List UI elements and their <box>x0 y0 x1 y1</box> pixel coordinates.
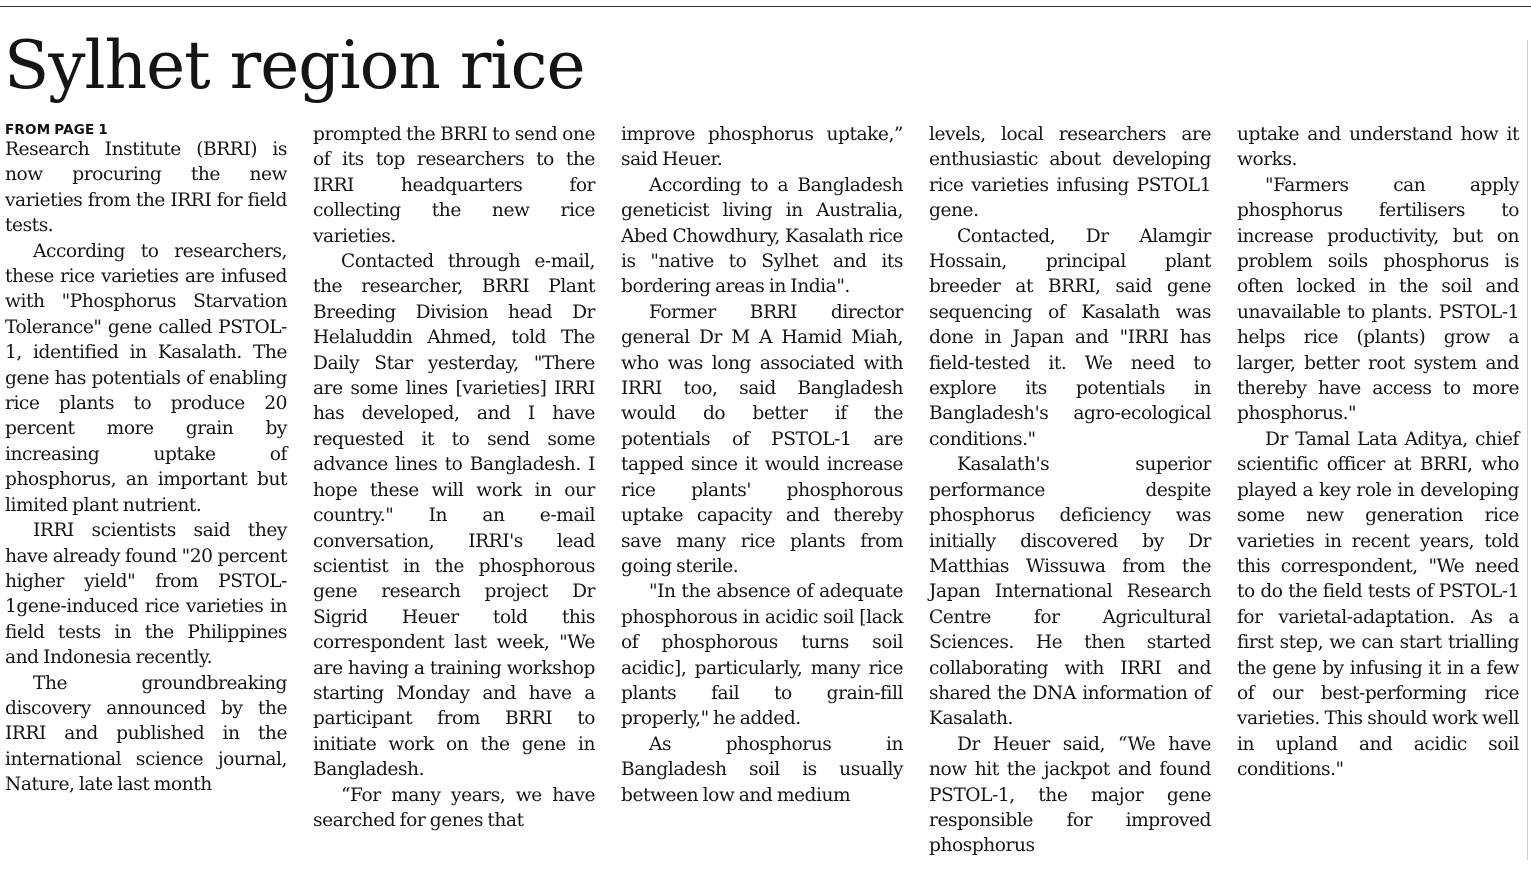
paragraph: Contacted through e-mail, the researcher, BRRI Plant Breeding Division head Dr Helaluddin Ahmed, told The Daily Star yesterday, "There are some lines [varieties] IRRI has developed, and I have requested it to send some advance lines to Bangladesh. I hope these will work in our country." In an e-mail conversation, IRRI's lead scientist in the phosphorous gene research project Dr Sigrid Heuer told this correspondent last week, "We are having a training workshop starting Monday and have a participant from BRRI to initiate work on the gene in Bangladesh. <box>313 251 595 781</box>
paragraph: "In the absence of adequate phosphorous in acidic soil [lack of phosphorous turns soil acidic], particularly, many rice plants fail to grain-fill properly," he added. <box>621 581 903 730</box>
continuation-kicker: FROM PAGE 1 <box>5 122 108 138</box>
article-body <box>5 122 1521 862</box>
paragraph: According to researchers, these rice varieties are infused with "Phosphorus Starvation Tolerance" gene called PSTOL-1, identified in Kasalath. The gene has potentials of enabling rice plants to produce 20 percent more grain by increasing uptake of phosphorus, an important but limited plant nutrient. <box>5 240 287 516</box>
top-rule <box>0 6 1531 7</box>
paragraph: Former BRRI director general Dr M A Hamid Miah, who was long associated with IRRI too, said Bangladesh would do better if the potentials of PSTOL-1 are tapped since it would increase rice plants' phosphorous uptake capacity and thereby save many rice plants from going sterile. <box>621 301 903 577</box>
paragraph: “For many years, we have searched for genes that <box>313 784 595 831</box>
paragraph: Kasalath's superior performance despite phosphorus deficiency was initially discovered by Dr Matthias Wissuwa from the Japan International Research Centre for Agricultural Sciences. He then started collaborating with IRRI and shared the DNA information of Kasalath. <box>929 454 1211 730</box>
paragraph: Research Institute (BRRI) is now procuring the new varieties from the IRRI for field tests. <box>5 139 287 237</box>
paragraph: improve phosphorus uptake,” said Heuer. <box>621 124 903 171</box>
paragraph: As phosphorus in Bangladesh soil is usually between low and medium <box>621 733 903 806</box>
article-column-5 <box>1237 122 1519 783</box>
paragraph: Dr Heuer said, “We have now hit the jackpot and found PSTOL-1, the major gene responsible for improved phosphorus <box>929 733 1211 857</box>
article-column-1 <box>5 122 287 798</box>
column-edge-rule <box>1527 40 1528 860</box>
paragraph: "Farmers can apply phosphorus fertilisers to increase productivity, but on problem soils phosphorus is often locked in the soil and unavailable to plants. PSTOL-1 helps rice (plants) grow a larger, better root system and thereby have access to more phosphorus." <box>1237 174 1519 425</box>
paragraph: Contacted, Dr Alamgir Hossain, principal plant breeder at BRRI, said gene sequencing of Kasalath was done in Japan and "IRRI has field-tested it. We need to explore its potentials in Bangladesh's agro-ecological conditions." <box>929 225 1211 450</box>
paragraph: IRRI scientists said they have already found "20 percent higher yield" from PSTOL-1gene-induced rice varieties in field tests in the Philippines and Indonesia recently. <box>5 520 287 669</box>
paragraph: prompted the BRRI to send one of its top researchers to the IRRI headquarters for collecting the new rice varieties. <box>313 124 595 247</box>
paragraph: levels, local researchers are enthusiastic about developing rice varieties infusing PSTOL1 gene. <box>929 124 1211 222</box>
article-column-4 <box>929 122 1211 859</box>
paragraph: According to a Bangladesh geneticist living in Australia, Abed Chowdhury, Kasalath rice is "native to Sylhet and its bordering areas in India". <box>621 174 903 298</box>
paragraph: uptake and understand how it works. <box>1237 124 1519 171</box>
paragraph: The groundbreaking discovery announced by the IRRI and published in the international science journal, Nature, late last month <box>5 672 287 796</box>
headline: Sylhet region rice <box>4 27 585 104</box>
article-column-2 <box>313 122 595 833</box>
article-column-3 <box>621 122 903 808</box>
paragraph: Dr Tamal Lata Aditya, chief scientific officer at BRRI, who played a key role in developing some new generation rice varieties in recent years, told this correspondent, "We need to do the field tests of PSTOL-1 for varietal-adaptation. As a first step, we can start trialling the gene by infusing it in a few of our best-performing rice varieties. This should work well in upland and acidic soil conditions." <box>1237 428 1519 781</box>
